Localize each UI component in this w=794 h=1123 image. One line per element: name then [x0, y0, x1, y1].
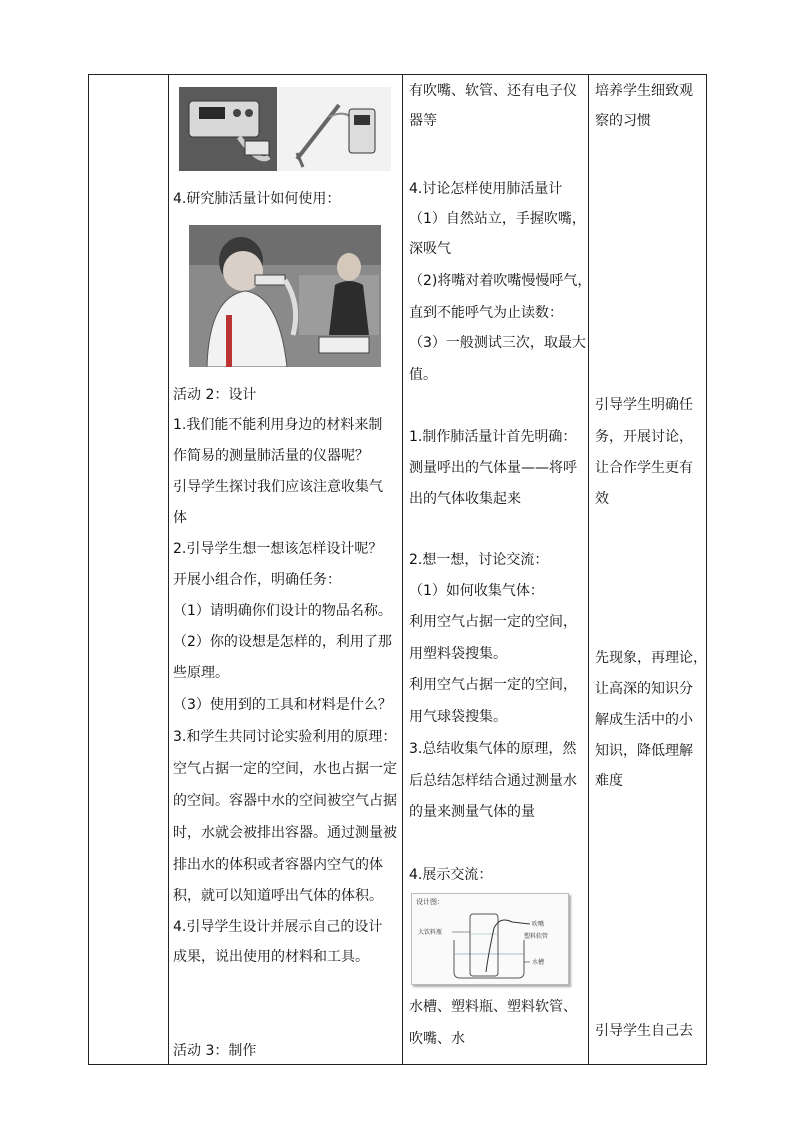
think-discuss-text: 利用空气占据一定的空间， [409, 677, 577, 693]
show-exchange-heading: 4.展示交流： [409, 867, 493, 883]
summary-text: 的量来测量气体的量 [409, 804, 535, 820]
diagram-title: 设计图： [416, 898, 444, 906]
discussion-step: （3）一般测试三次，取最大 [409, 335, 586, 351]
think-discuss-text: 利用空气占据一定的空间， [409, 614, 577, 630]
question3: 积，就可以知道呼出气体的体积。 [173, 888, 383, 904]
question1: 引导学生探讨我们应该注意收集气 [173, 479, 383, 495]
teacher-activity-cell [169, 75, 402, 1064]
question3: 时，水就会被排出容器。通过测量被 [173, 825, 397, 841]
discussion-heading: 4.讨论怎样使用肺活量计 [409, 181, 563, 197]
question3: 3.和学生共同讨论实验利用的原理： [173, 729, 397, 745]
question1: 体 [173, 510, 187, 526]
diagram-label-sink: 水槽 [532, 959, 545, 966]
intent-text: 察的习惯 [595, 113, 651, 129]
make-spirometer-text: 测量呼出的气体量——将呼 [409, 460, 577, 476]
discussion-step: 深吸气 [409, 241, 451, 257]
intent-text: 难度 [595, 773, 623, 789]
device-parts-text: 器等 [409, 113, 437, 129]
think-discuss-text: 用塑料袋搜集。 [409, 646, 507, 662]
student-activity-cell [403, 75, 592, 1064]
think-discuss-text: 用气球袋搜集。 [409, 709, 507, 725]
summary-text: 后总结怎样结合通过测量水 [409, 773, 577, 789]
question2: 开展小组合作，明确任务： [173, 572, 341, 588]
question2-item: （3）使用到的工具和材料是什么？ [173, 697, 392, 713]
intent-text: 先现象，再理论， [595, 650, 707, 666]
think-discuss-text: 2.想一想，讨论交流： [409, 552, 549, 568]
intent-text: 务，开展讨论， [595, 429, 693, 445]
device-parts-text: 有吹嘴、软管、还有电子仪 [409, 83, 577, 99]
intent-text: 引导学生自己去 [595, 1023, 693, 1039]
materials-text: 吹嘴、水 [409, 1031, 465, 1047]
question2-item: （1）请明确你们设计的物品名称。 [173, 603, 392, 619]
discussion-step: （1）自然站立，手握吹嘴， [409, 211, 586, 227]
question3: 空气占据一定的空间，水也占据一定 [173, 761, 397, 777]
lesson-plan-table [88, 74, 707, 1065]
discussion-step: 直到不能呼气为止读数： [409, 305, 563, 321]
question2-item: （2）你的设想是怎样的，利用了那 [173, 634, 392, 650]
step4-title: 4.研究肺活量计如何使用： [173, 191, 341, 207]
discussion-step: 值。 [409, 367, 437, 383]
think-discuss-text: （1）如何收集气体： [409, 583, 544, 599]
activity2-heading: 活动 2：设计 [173, 387, 257, 403]
question1: 作简易的测量肺活量的仪器呢？ [173, 448, 369, 464]
question4: 4.引导学生设计并展示自己的设计 [173, 919, 383, 935]
intent-text: 让高深的知识分 [595, 681, 693, 697]
intent-text: 解成生活中的小 [595, 712, 693, 728]
question3: 的空间。容器中水的空间被空气占据 [173, 793, 397, 809]
design-intent-cell [589, 75, 708, 1064]
intent-text: 培养学生细致观 [595, 83, 693, 99]
intent-text: 引导学生明确任 [595, 397, 693, 413]
diagram-label-mouthpiece: 吹嘴 [532, 921, 545, 928]
diagram-label-bottle: 大饮料瓶 [418, 929, 443, 936]
question2-item: 些原理。 [173, 665, 229, 681]
spirometer-devices-photo [179, 87, 391, 171]
diagram-label-tube: 塑料软管 [524, 933, 549, 940]
discussion-step: （2)将嘴对着吹嘴慢慢呼气， [409, 273, 592, 289]
make-spirometer-text: 出的气体收集起来 [409, 491, 521, 507]
summary-text: 3.总结收集气体的原理，然 [409, 741, 577, 757]
intent-text: 知识，降低理解 [595, 743, 693, 759]
question4: 成果，说出使用的材料和工具。 [173, 949, 369, 965]
intent-text: 效 [595, 491, 609, 507]
intent-text: 让合作学生更有 [595, 460, 693, 476]
question1: 1.我们能不能利用身边的材料来制 [173, 417, 383, 433]
student-spirometer-photo [189, 225, 381, 367]
materials-text: 水槽、塑料瓶、塑料软管、 [409, 999, 577, 1015]
question3: 排出水的体积或者容器内空气的体 [173, 857, 383, 873]
design-diagram [411, 893, 569, 985]
make-spirometer-text: 1.制作肺活量计首先明确： [409, 429, 577, 445]
question2: 2.引导学生想一想该怎样设计呢？ [173, 541, 383, 557]
empty-stage-cell [89, 75, 168, 1064]
activity3-heading: 活动 3：制作 [173, 1043, 257, 1059]
